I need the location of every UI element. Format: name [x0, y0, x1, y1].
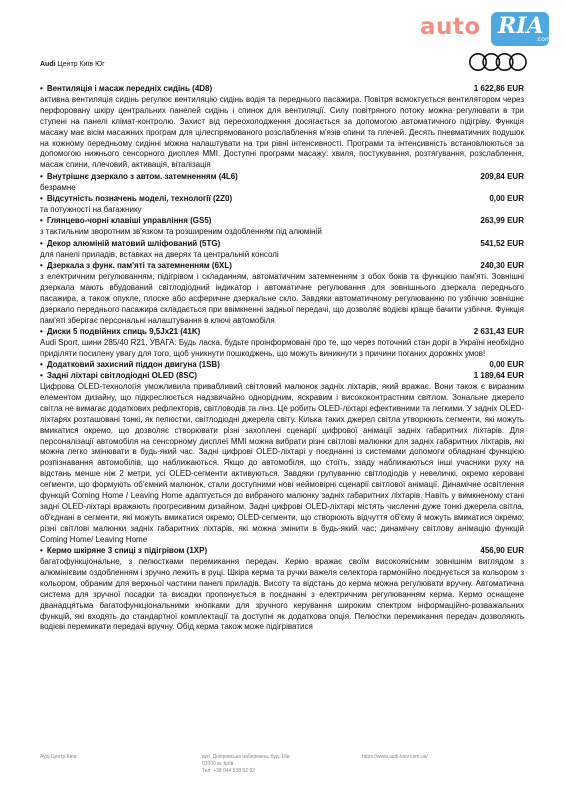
option-description: безрамне — [40, 182, 76, 192]
option-header — [40, 194, 524, 205]
option-name-text: Вентиляція і масаж передніх сидінь (4D8) — [46, 84, 213, 93]
page-footer — [40, 754, 524, 784]
option-name — [40, 261, 232, 272]
option-description: багатофункціональне, з пелюстками перемикання передач. Кермо вражає своїм високоякісним зовнішнім виглядом з алюмінієвим оздобленням і зручно лежить в руці. Шкіра керма та ручки важеля селектора гармонійно поєднується за кольором з кольором, обраним для верхньої частини панелі приладів. Висоту та відстань до керма можна регулювати вручну. Автоматична система для зручної посадки та висадки пропонується в поєднанні з електричним регулюванням керма. Кермо оснащене дванадцятьма багатофункціональними кнопками для зручного керування широким спектром інформаційно-розважальних функцій, які входять до стандартної комплектації та доступні як додаткова опція. Пелюстки перемикання передач дозволяють водієві перемикати передачі вручну. Обід керма також може підігріватися — [40, 556, 524, 632]
option-item — [40, 327, 524, 360]
bullet-icon: • — [40, 261, 43, 270]
bullet-icon: • — [40, 326, 43, 336]
bullet-icon: • — [40, 216, 43, 226]
option-name-text: Внутрішнє дзеркало з автом. затемненням (4L6) — [46, 171, 238, 181]
option-item — [40, 84, 524, 171]
option-item — [40, 194, 524, 216]
option-header — [40, 172, 524, 183]
option-header — [40, 360, 524, 371]
option-item — [40, 239, 524, 261]
option-description: Audi Sport, шини 285/40 R21. УВАГА: Будь ласка, будьте проінформовані про те, що через поточний стан доріг в Україні необхідно приділяти посилену увагу для того, щоб уникнути пошкоджень, що можуть виникнути з причини поганих дорожніх умов! — [40, 337, 524, 358]
option-price: 2 631,43 EUR — [473, 326, 524, 336]
option-name — [40, 360, 220, 371]
autoria-watermark — [418, 8, 558, 56]
option-item — [40, 360, 524, 371]
option-name — [40, 216, 211, 227]
watermark-auto: auto — [420, 14, 481, 40]
option-price: 456,90 EUR — [480, 546, 524, 556]
option-name-text: Відсутність позначень моделі, технології (2Z0) — [46, 194, 233, 204]
dealer-branch: Центр Київ Юг — [57, 61, 105, 68]
bullet-icon: • — [40, 546, 43, 556]
footer-phone: Тел: +38 044 538 92 92 — [202, 768, 255, 774]
option-header — [40, 371, 524, 382]
bullet-icon: • — [40, 360, 43, 370]
option-name-text: Задні ліхтарі світлодіодні OLED (8SC) — [46, 371, 198, 381]
option-header — [40, 327, 524, 338]
option-item — [40, 546, 524, 633]
option-name-text: Декор алюміній матовий шліфований (5TG) — [46, 238, 221, 248]
watermark-com: .com — [536, 36, 551, 43]
option-name-text: Кермо шкіряне 3 спиці з підігрівом (1XP) — [46, 546, 208, 556]
option-name — [40, 172, 238, 183]
option-name — [40, 84, 212, 95]
option-price: 1 189,64 EUR — [473, 371, 524, 381]
option-description: з електричним регулюванням, підігрівом і складанням, автоматичним затемненням з обох боків та функцією пам'яті. Зовнішні дзеркала мають вбудований світлодіодний індикатор і автоматичне регулювання для зовнішнього дзеркала переднього пасажира, а також опукле, плоске або асферичне дзеркальне скло. Завдяки автоматичному регулюванню по узбіччю зовнішнє дзеркало переднього пасажира складається при ввімкненні задньої передачі, що дозволяє водієві краще бачити узбіччя. Функція пам'яті зберігає персональні налаштування в ключі автомобіля — [40, 271, 524, 325]
option-name-text: Дзеркала з функ. пам'яті та затемненням (6XL) — [46, 261, 232, 270]
option-price: 541,52 EUR — [480, 238, 524, 248]
option-price: 209,84 EUR — [480, 171, 524, 181]
option-description: Цифрова OLED-технологія уможливила привабливий світловий малюнок задніх ліхтарів, який вражає. Вони також є виразним елементом дизайну, що підкреслюється надзвичайно однорідним, яскравим і висококонтрастним світлом. Зональне джерело світла не вимагає додаткових рефлекторів, світловодів та лінз. Це робить OLED-ліхтарі ефективними та легкими. У задніх OLED-ліхтарях розташовані тонкі, як пелюстки, світлодіодні джерела світу. Кілька таких джерел світла утворюють сегменти, які можуть вмикатися окремо, що дозволяє створювати різні захоплені сценарії цифрової анімації задніх габаритних ліхтарів. Для персоналізації автомобіля на сенсорному дисплеї MMI можна вибрати різні світлові малюнки для задніх габаритних ліхтарів, які можна легко змінювати в будь-який час. Задні цифрові OLED-ліхтарі у поєднанні із системами допомоги обладнані функцією розпізнавання автомобілів, що наближаються. Якщо до автомобіля, що стоїть, ззаду наближаються інші учасники руху на відстань менше ніж 2 метри, усі OLED-сегменти активуються. Завдяки групуванню світлодіодів у невеличкі, окремо керовані сегменти, що формують об'ємний малюнок, стали доступними нові неймовірні сценарії світлової анімації. Динамічне освітлення функцій Coming Home / Leaving Home адаптується до вибраного малюнку задніх габаритних ліхтарів. Навіть у вимкненому стані задні OLED-ліхтарі вражають прогресивним дизайном. Задні цифрові OLED-ліхтарі містять численні дуже тонкі джерела світла, об'єднані в сегменти, які можуть вмикатися окремо; OLED-сегменти, що створюють відчуття об'єму й можуть вмикатися окремо; різні світлові малюнки задніх габаритних ліхтарів, які можна змінити в будь-який час; динамічну світлову анімацію функцій Coming Home/ Leaving Home — [40, 381, 524, 544]
footer-website: https://www.audi-kiev.com.ua/ — [362, 754, 428, 760]
option-header — [40, 546, 524, 557]
option-name-text: Додатковий захисний піддон двигуна (1SB) — [46, 360, 220, 370]
option-name — [40, 371, 197, 382]
option-header — [40, 261, 524, 272]
option-item — [40, 371, 524, 546]
option-description: активна вентиляція сидінь регулює вентиляцію сидінь водія та переднього пасажира. Повітря всмоктується вентилятором через перфоровану шкіру центральних панелей сидінь і спинок для вентиляції. Силу повітряного потоку можна регулювати в три ступені на панелі клімат-контролю. Захист від переохолодження досягається за допомогою автоматичного підігріву. Функція масажу має вісім масажних програм для цілеспрямованого розслаблення м'язів спини та плечей. Десять пневматичних подушок на кожному передньому сидінні можна налаштувати на три рівні інтенсивності. Програми та інтенсивність встановлюються за допомогою нижнього сенсорного дисплея MMI. Доступні програми масажу: хвиля, постукування, розтягування, розслаблення, масаж спини, плечовий, активація, віталізація — [40, 94, 524, 170]
option-name — [40, 194, 232, 205]
option-price: 0,00 EUR — [489, 360, 524, 370]
option-name-text: Диски 5 подвійних спиць 9,5Jx21 (41K) — [46, 326, 201, 336]
option-header — [40, 84, 524, 95]
bullet-icon: • — [40, 371, 43, 381]
option-item — [40, 261, 524, 326]
option-item — [40, 172, 524, 194]
footer-address-line-2: 02000 м. Київ — [202, 761, 234, 767]
dealer-brand: Audi — [40, 61, 56, 68]
option-item — [40, 216, 524, 238]
option-price: 240,30 EUR — [480, 261, 524, 270]
option-header — [40, 239, 524, 250]
option-name — [40, 239, 220, 250]
option-name — [40, 327, 200, 338]
option-price: 1 622,86 EUR — [473, 84, 524, 93]
footer-company: Ауді Центр Київ — [40, 754, 77, 760]
footer-address — [202, 754, 290, 775]
options-list — [40, 84, 524, 634]
option-header — [40, 216, 524, 227]
bullet-icon: • — [40, 238, 43, 248]
option-price: 0,00 EUR — [489, 194, 524, 204]
option-description: з тактильним зворотним зв'язком та розширеним оздобленням під алюміній — [40, 227, 322, 237]
footer-address-line-1: вул. Дніпровська набережна, буд. 16в — [202, 754, 290, 760]
option-description: для панелі приладів, вставках на дверях та центральній консолі — [40, 249, 279, 259]
option-description: та потужності на багажнику — [40, 204, 142, 214]
dealer-name — [40, 61, 105, 68]
option-name — [40, 546, 207, 557]
bullet-icon: • — [40, 194, 43, 204]
bullet-icon: • — [40, 171, 43, 181]
watermark-ria: RIA — [498, 13, 544, 39]
bullet-icon: • — [40, 84, 43, 93]
option-price: 263,99 EUR — [480, 216, 524, 226]
option-name-text: Глянцево-чорні клавіші управління (GS5) — [46, 216, 212, 226]
page-header — [0, 0, 565, 80]
